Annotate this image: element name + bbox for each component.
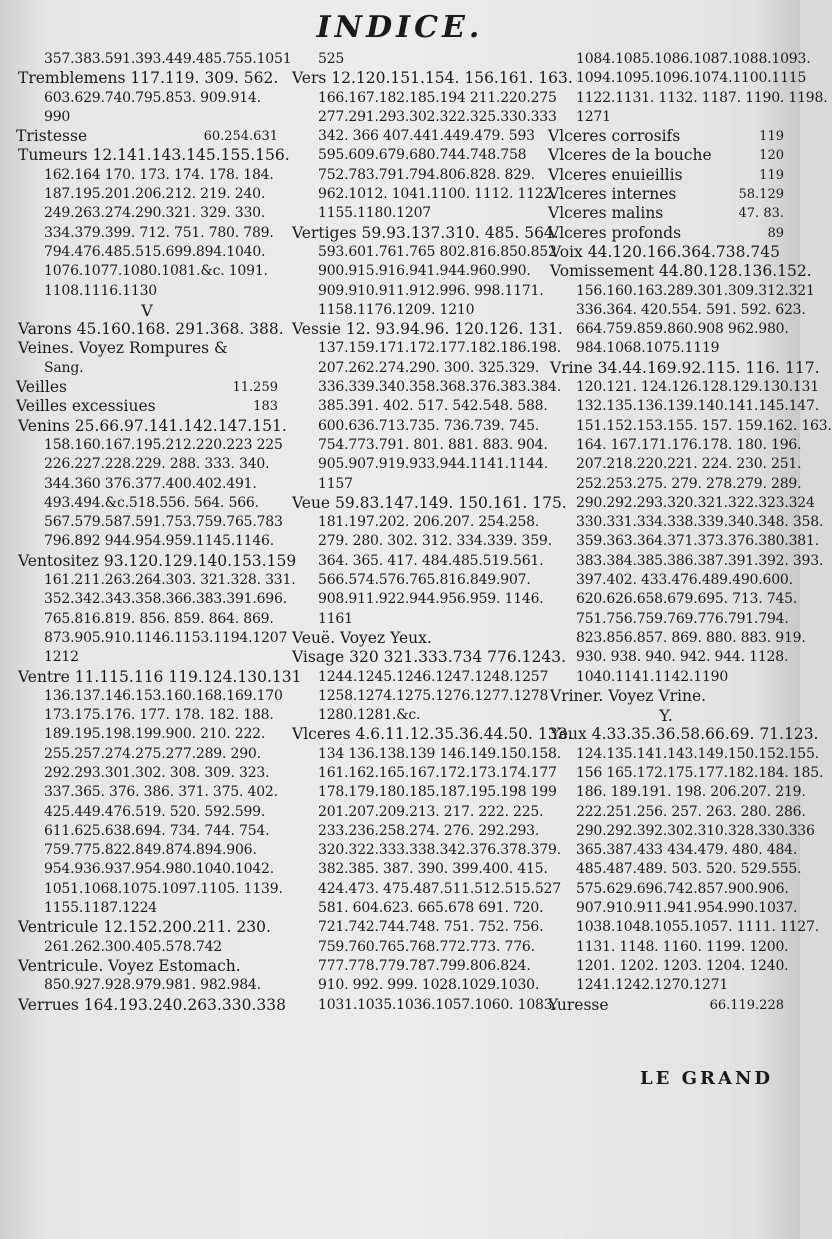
index-continuation-line: 277.291.293.302.322.325.330.333 — [318, 108, 557, 125]
index-heading-line: Vertiges 59.93.137.310. 485. 564. — [292, 223, 559, 242]
index-continuation-line: 1122.1131. 1132. 1187. 1190. 1198. — [576, 89, 828, 106]
index-continuation-line: 1212 — [44, 649, 79, 666]
index-continuation-line: 330.331.334.338.339.340.348. 358. — [576, 514, 824, 531]
index-continuation-line: 1155.1187.1224 — [44, 900, 157, 917]
index-continuation-line: 173.175.176. 177. 178. 182. 188. — [44, 707, 274, 724]
index-continuation-line: 137.159.171.172.177.182.186.198. — [318, 340, 561, 357]
index-heading-line: Veuë. Voyez Yeux. — [292, 628, 432, 647]
index-continuation-line: 161.162.165.167.172.173.174.177 — [318, 764, 557, 781]
index-continuation-line: 383.384.385.386.387.391.392. 393. — [576, 552, 824, 569]
index-entry — [548, 204, 784, 223]
index-heading-line: Verrues 164.193.240.263.330.338 — [18, 995, 286, 1014]
index-continuation-line: 759.760.765.768.772.773. 776. — [318, 938, 535, 955]
index-continuation-line: 156 165.172.175.177.182.184. 185. — [576, 764, 824, 781]
index-continuation-line: 249.263.274.290.321. 329. 330. — [44, 205, 266, 222]
index-continuation-line: 201.207.209.213. 217. 222. 225. — [318, 803, 544, 820]
index-continuation-line: 344.360 376.377.400.402.491. — [44, 475, 257, 492]
index-continuation-line: 765.816.819. 856. 859. 864. 869. — [44, 610, 274, 627]
index-continuation-line: 581. 604.623. 665.678 691. 720. — [318, 900, 544, 917]
index-entry — [16, 397, 278, 416]
index-continuation-line: 166.167.182.185.194 211.220.275 — [318, 89, 557, 106]
index-continuation-line: 397.402. 433.476.489.490.600. — [576, 572, 793, 589]
index-continuation-line: 1038.1048.1055.1057. 1111. 1127. — [576, 919, 819, 936]
index-continuation-line: 207.262.274.290. 300. 325.329. — [318, 359, 540, 376]
page-references: 60.254.631 — [203, 129, 278, 145]
index-continuation-line: 751.756.759.769.776.791.794. — [576, 610, 789, 627]
index-continuation-line: 136.137.146.153.160.168.169.170 — [44, 687, 283, 704]
index-continuation-line: 794.476.485.515.699.894.1040. — [44, 243, 266, 260]
index-continuation-line: 181.197.202. 206.207. 254.258. — [318, 514, 540, 531]
index-heading-line: Vers 12.120.151.154. 156.161. 163. — [292, 69, 573, 88]
index-term: Vlceres de la bouche — [548, 146, 712, 165]
section-letter: V — [141, 300, 153, 320]
index-continuation-line: 600.636.713.735. 736.739. 745. — [318, 417, 540, 434]
index-continuation-line: 575.629.696.742.857.900.906. — [576, 880, 789, 897]
index-continuation-line: 984.1068.1075.1119 — [576, 340, 720, 357]
index-continuation-line: 382.385. 387. 390. 399.400. 415. — [318, 861, 548, 878]
index-continuation-line: 187.195.201.206.212. 219. 240. — [44, 186, 266, 203]
index-continuation-line: 823.856.857. 869. 880. 883. 919. — [576, 629, 806, 646]
page-references: 119 — [759, 167, 784, 183]
index-continuation-line: 796.892 944.954.959.1145.1146. — [44, 533, 275, 550]
index-term: Vlceres malins — [548, 204, 664, 223]
index-heading-line: Vriner. Voyez Vrine. — [550, 686, 707, 705]
index-heading-line: Varons 45.160.168. 291.368. 388. — [18, 320, 284, 339]
index-term: Vlceres corrosifs — [548, 127, 681, 146]
index-term: Veilles excessiues — [16, 397, 156, 416]
index-heading-line: Tumeurs 12.141.143.145.155.156. — [18, 146, 290, 165]
index-continuation-line: 777.778.779.787.799.806.824. — [318, 957, 531, 974]
index-continuation-line: 162.164 170. 173. 174. 178. 184. — [44, 166, 274, 183]
index-entry — [16, 127, 278, 146]
index-heading-line: Vessie 12. 93.94.96. 120.126. 131. — [292, 320, 563, 339]
index-continuation-line: 134 136.138.139 146.149.150.158. — [318, 745, 561, 762]
index-continuation-line: 279. 280. 302. 312. 334.339. 359. — [318, 533, 552, 550]
index-continuation-line: 611.625.638.694. 734. 744. 754. — [44, 822, 270, 839]
index-continuation-line: 1076.1077.1080.1081.&c. 1091. — [44, 263, 268, 280]
index-continuation-line: 1201. 1202. 1203. 1204. 1240. — [576, 957, 789, 974]
index-heading-line: Yeux 4.33.35.36.58.66.69. 71.123. — [550, 725, 819, 744]
index-column-2 — [290, 50, 573, 1015]
index-continuation-line: 1244.1245.1246.1247.1248.1257 — [318, 668, 549, 685]
index-heading-line: Veue 59.83.147.149. 150.161. 175. — [292, 493, 567, 512]
index-continuation-line: 189.195.198.199.900. 210. 222. — [44, 726, 266, 743]
page-references: 11.259 — [232, 380, 278, 396]
index-continuation-line: 759.775.822.849.874.894.906. — [44, 842, 257, 859]
index-heading-line: Visage 320 321.333.734 776.1243. — [292, 648, 567, 667]
page-references: 119 — [759, 129, 784, 145]
index-term: Yuresse — [548, 995, 609, 1014]
index-entry — [548, 224, 784, 243]
index-continuation-line: 292.293.301.302. 308. 309. 323. — [44, 764, 270, 781]
index-continuation-line: 359.363.364.371.373.376.380.381. — [576, 533, 819, 550]
index-continuation-line: 754.773.791. 801. 881. 883. 904. — [318, 436, 548, 453]
index-heading-line: Veines. Voyez Rompures & — [18, 339, 228, 358]
index-continuation-line: 620.626.658.679.695. 713. 745. — [576, 591, 798, 608]
index-entry — [548, 127, 784, 146]
index-continuation-line: 752.783.791.794.806.828. 829. — [318, 166, 535, 183]
index-continuation-line: 290.292.392.302.310.328.330.336 — [576, 822, 815, 839]
index-heading-line: Ventositez 93.120.129.140.153.159 — [18, 551, 297, 570]
index-continuation-line: 207.218.220.221. 224. 230. 251. — [576, 456, 802, 473]
index-heading-line: Vrine 34.44.169.92.115. 116. 117. — [550, 358, 820, 377]
index-continuation-line: 566.574.576.765.816.849.907. — [318, 572, 531, 589]
index-continuation-line: 352.342.343.358.366.383.391.696. — [44, 591, 287, 608]
index-continuation-line: 233.236.258.274. 276. 292.293. — [318, 822, 540, 839]
index-continuation-line: 336.364. 420.554. 591. 592. 623. — [576, 301, 806, 318]
index-continuation-line: 1094.1095.1096.1074.1100.1115 — [576, 70, 807, 87]
index-continuation-line: 132.135.136.139.140.141.145.147. — [576, 398, 819, 415]
index-continuation-line: 425.449.476.519. 520. 592.599. — [44, 803, 266, 820]
index-continuation-line: 954.936.937.954.980.1040.1042. — [44, 861, 275, 878]
index-continuation-line: 1084.1085.1086.1087.1088.1093. — [576, 51, 811, 67]
index-continuation-line: 721.742.744.748. 751. 752. 756. — [318, 919, 544, 936]
index-column-3 — [548, 50, 832, 1015]
page-references: 120 — [759, 148, 784, 164]
index-column-1 — [16, 50, 302, 1015]
index-entry — [16, 378, 278, 397]
index-heading-line: Ventricule 12.152.200.211. 230. — [18, 918, 271, 937]
index-continuation-line: 1258.1274.1275.1276.1277.1278 — [318, 687, 549, 704]
page-references: 58.129 — [738, 187, 784, 203]
index-continuation-line: 290.292.293.320.321.322.323.324 — [576, 494, 815, 511]
index-continuation-line: 1158.1176.1209. 1210 — [318, 301, 475, 318]
index-continuation-line: 909.910.911.912.996. 998.1171. — [318, 282, 544, 299]
page-references: 89 — [767, 225, 784, 241]
index-continuation-line: 603.629.740.795.853. 909.914. — [44, 89, 261, 106]
index-continuation-line: 226.227.228.229. 288. 333. 340. — [44, 456, 270, 473]
index-continuation-line: 161.211.263.264.303. 321.328. 331. — [44, 572, 296, 589]
index-heading-line: Vomissement 44.80.128.136.152. — [550, 262, 812, 281]
index-entry — [548, 185, 784, 204]
index-term: Vlceres enuieillis — [548, 165, 683, 184]
page-references: 66.119.228 — [709, 997, 784, 1013]
index-continuation-line: 493.494.&c.518.556. 564. 566. — [44, 494, 259, 511]
index-continuation-line: 962.1012. 1041.1100. 1112. 1122. — [318, 186, 557, 203]
index-continuation-line: 850.927.928.979.981. 982.984. — [44, 977, 261, 994]
section-letter: Y. — [659, 706, 673, 726]
index-continuation-line: 334.379.399. 712. 751. 780. 789. — [44, 224, 274, 241]
index-continuation-line: 1051.1068.1075.1097.1105. 1139. — [44, 880, 283, 897]
catchword: LE GRAND — [640, 1068, 774, 1089]
index-continuation-line: 342. 366 407.441.449.479. 593 — [318, 128, 535, 145]
index-continuation-line: 178.179.180.185.187.195.198 199 — [318, 784, 557, 801]
index-continuation-line: 1157 — [318, 475, 353, 492]
index-continuation-line: 1155.1180.1207 — [318, 205, 431, 222]
index-continuation-line: 1108.1116.1130 — [44, 282, 157, 299]
page-title: INDICE. — [316, 10, 484, 45]
index-term: Tristesse — [16, 127, 88, 146]
index-continuation-line: 151.152.153.155. 157. 159.162. 163. — [576, 417, 832, 434]
index-continuation-line: 593.601.761.765 802.816.850.852 — [318, 243, 557, 260]
index-term: Veilles — [16, 378, 67, 397]
index-entry — [548, 166, 784, 185]
index-term: Vlceres profonds — [548, 223, 682, 242]
index-continuation-line: 1031.1035.1036.1057.1060. 1083. — [318, 996, 557, 1013]
index-heading-line: Venins 25.66.97.141.142.147.151. — [18, 416, 287, 435]
index-heading-line: Tremblemens 117.119. 309. 562. — [18, 69, 279, 88]
page-references: 183 — [253, 399, 278, 415]
index-continuation-line: 664.759.859.860.908 962.980. — [576, 321, 789, 338]
index-continuation-line: 908.911.922.944.956.959. 1146. — [318, 591, 544, 608]
index-continuation-line: 525 — [318, 51, 345, 67]
index-continuation-line: 1131. 1148. 1160. 1199. 1200. — [576, 938, 789, 955]
index-continuation-line: Sang. — [44, 359, 84, 376]
index-continuation-line: 385.391. 402. 517. 542.548. 588. — [318, 398, 548, 415]
index-continuation-line: 485.487.489. 503. 520. 529.555. — [576, 861, 802, 878]
index-continuation-line: 158.160.167.195.212.220.223 225 — [44, 436, 283, 453]
index-continuation-line: 1280.1281.&c. — [318, 707, 421, 724]
index-continuation-line: 336.339.340.358.368.376.383.384. — [318, 379, 561, 396]
index-continuation-line: 900.915.916.941.944.960.990. — [318, 263, 531, 280]
index-continuation-line: 990 — [44, 108, 71, 125]
index-continuation-line: 261.262.300.405.578.742 — [44, 938, 222, 955]
index-heading-line: Ventricule. Voyez Estomach. — [18, 956, 241, 975]
index-continuation-line: 364. 365. 417. 484.485.519.561. — [318, 552, 544, 569]
index-continuation-line: 595.609.679.680.744.748.758 — [318, 147, 527, 164]
index-continuation-line: 357.383.591.393.449.485.755.1051 — [44, 51, 292, 67]
index-continuation-line: 1040.1141.1142.1190 — [576, 668, 729, 685]
index-term: Vlceres internes — [548, 185, 677, 204]
index-continuation-line: 907.910.911.941.954.990.1037. — [576, 900, 798, 917]
index-continuation-line: 320.322.333.338.342.376.378.379. — [318, 842, 561, 859]
index-continuation-line: 337.365. 376. 386. 371. 375. 402. — [44, 784, 278, 801]
index-continuation-line: 124.135.141.143.149.150.152.155. — [576, 745, 819, 762]
index-continuation-line: 1161 — [318, 610, 353, 627]
index-continuation-line: 1271 — [576, 108, 611, 125]
index-continuation-line: 120.121. 124.126.128.129.130.131 — [576, 379, 819, 396]
index-continuation-line: 930. 938. 940. 942. 944. 1128. — [576, 649, 789, 666]
index-heading-line: Ventre 11.115.116 119.124.130.131 — [18, 667, 302, 686]
index-continuation-line: 156.160.163.289.301.309.312.321 — [576, 282, 815, 299]
index-continuation-line: 567.579.587.591.753.759.765.783 — [44, 514, 283, 531]
index-continuation-line: 164. 167.171.176.178. 180. 196. — [576, 436, 802, 453]
index-continuation-line: 905.907.919.933.944.1141.1144. — [318, 456, 549, 473]
index-continuation-line: 186. 189.191. 198. 206.207. 219. — [576, 784, 806, 801]
index-continuation-line: 1241.1242.1270.1271 — [576, 977, 729, 994]
index-heading-line: Voix 44.120.166.364.738.745 — [550, 242, 781, 261]
index-continuation-line: 910. 992. 999. 1028.1029.1030. — [318, 977, 540, 994]
index-continuation-line: 252.253.275. 279. 278.279. 289. — [576, 475, 802, 492]
page-references: 47. 83. — [738, 206, 784, 222]
index-continuation-line: 873.905.910.1146.1153.1194.1207 — [44, 629, 288, 646]
index-continuation-line: 255.257.274.275.277.289. 290. — [44, 745, 261, 762]
index-heading-line: Vlceres 4.6.11.12.35.36.44.50. 133. — [292, 725, 573, 744]
index-continuation-line: 424.473. 475.487.511.512.515.527 — [318, 880, 561, 897]
index-entry — [548, 146, 784, 165]
index-entry — [548, 996, 784, 1015]
index-continuation-line: 365.387.433 434.479. 480. 484. — [576, 842, 798, 859]
index-continuation-line: 222.251.256. 257. 263. 280. 286. — [576, 803, 806, 820]
